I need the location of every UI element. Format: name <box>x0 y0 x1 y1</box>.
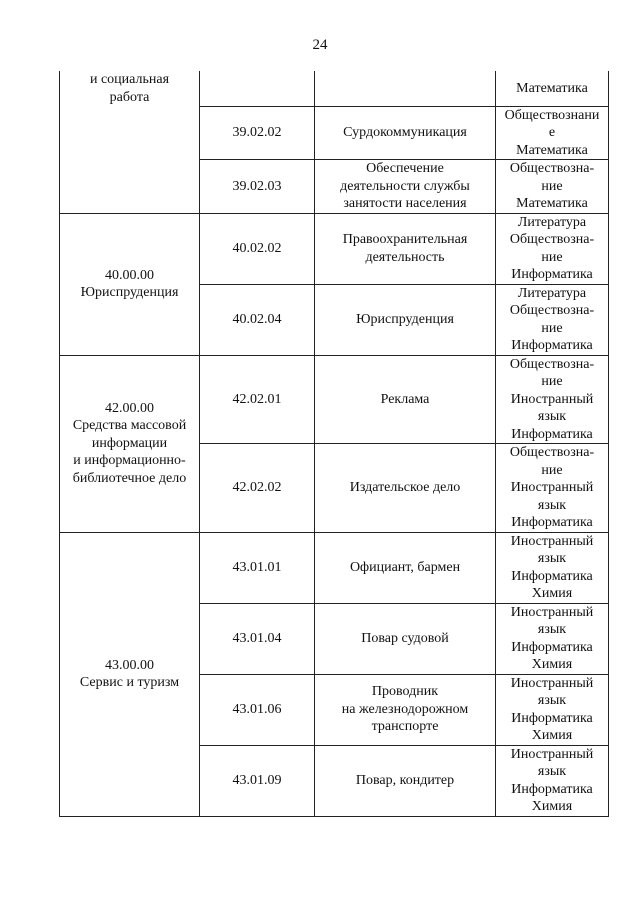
specialty-cell: Проводник на железнодорожном транспорте <box>315 674 496 745</box>
code-cell: 43.01.04 <box>200 603 315 674</box>
code-cell: 40.02.02 <box>200 213 315 284</box>
specialty-cell: Реклама <box>315 355 496 444</box>
specialty-cell: Юриспруденция <box>315 284 496 355</box>
subjects-cell: Обществознани е Математика <box>496 106 609 160</box>
code-cell: 42.02.02 <box>200 444 315 533</box>
specialty-cell: Обеспечение деятельности службы занятости населения <box>315 160 496 214</box>
subjects-cell: Обществозна- ние Иностранный язык Информатика <box>496 444 609 533</box>
code-cell: 39.02.02 <box>200 106 315 160</box>
subjects-cell: Иностранный язык Информатика Химия <box>496 674 609 745</box>
code-cell: 43.01.01 <box>200 532 315 603</box>
subjects-cell: Математика <box>496 71 609 106</box>
code-cell <box>200 71 315 106</box>
specialties-table <box>59 71 609 817</box>
subjects-cell: Иностранный язык Информатика Химия <box>496 603 609 674</box>
subjects-cell: Литература Обществозна- ние Информатика <box>496 213 609 284</box>
specialty-cell: Официант, бармен <box>315 532 496 603</box>
subjects-cell: Иностранный язык Информатика Химия <box>496 745 609 816</box>
table-row <box>60 71 609 106</box>
subjects-cell: Обществозна- ние Иностранный язык Информатика <box>496 355 609 444</box>
group-name-cell: и социальная работа <box>60 71 200 213</box>
code-cell: 43.01.06 <box>200 674 315 745</box>
group-name-cell: 42.00.00 Средства массовой информации и информационно- библиотечное дело <box>60 355 200 532</box>
specialty-cell: Правоохранительная деятельность <box>315 213 496 284</box>
specialty-cell: Повар судовой <box>315 603 496 674</box>
subjects-cell: Обществозна- ние Математика <box>496 160 609 214</box>
group-name-cell: 43.00.00 Сервис и туризм <box>60 532 200 816</box>
specialty-cell: Сурдокоммуникация <box>315 106 496 160</box>
specialty-cell: Издательское дело <box>315 444 496 533</box>
specialty-cell: Повар, кондитер <box>315 745 496 816</box>
table-row <box>60 355 609 444</box>
table-row <box>60 532 609 603</box>
specialty-cell <box>315 71 496 106</box>
table-row <box>60 213 609 284</box>
subjects-cell: Иностранный язык Информатика Химия <box>496 532 609 603</box>
code-cell: 42.02.01 <box>200 355 315 444</box>
page-number: 24 <box>312 37 328 53</box>
code-cell: 43.01.09 <box>200 745 315 816</box>
group-name-cell: 40.00.00 Юриспруденция <box>60 213 200 355</box>
code-cell: 39.02.03 <box>200 160 315 214</box>
subjects-cell: Литература Обществозна- ние Информатика <box>496 284 609 355</box>
code-cell: 40.02.04 <box>200 284 315 355</box>
